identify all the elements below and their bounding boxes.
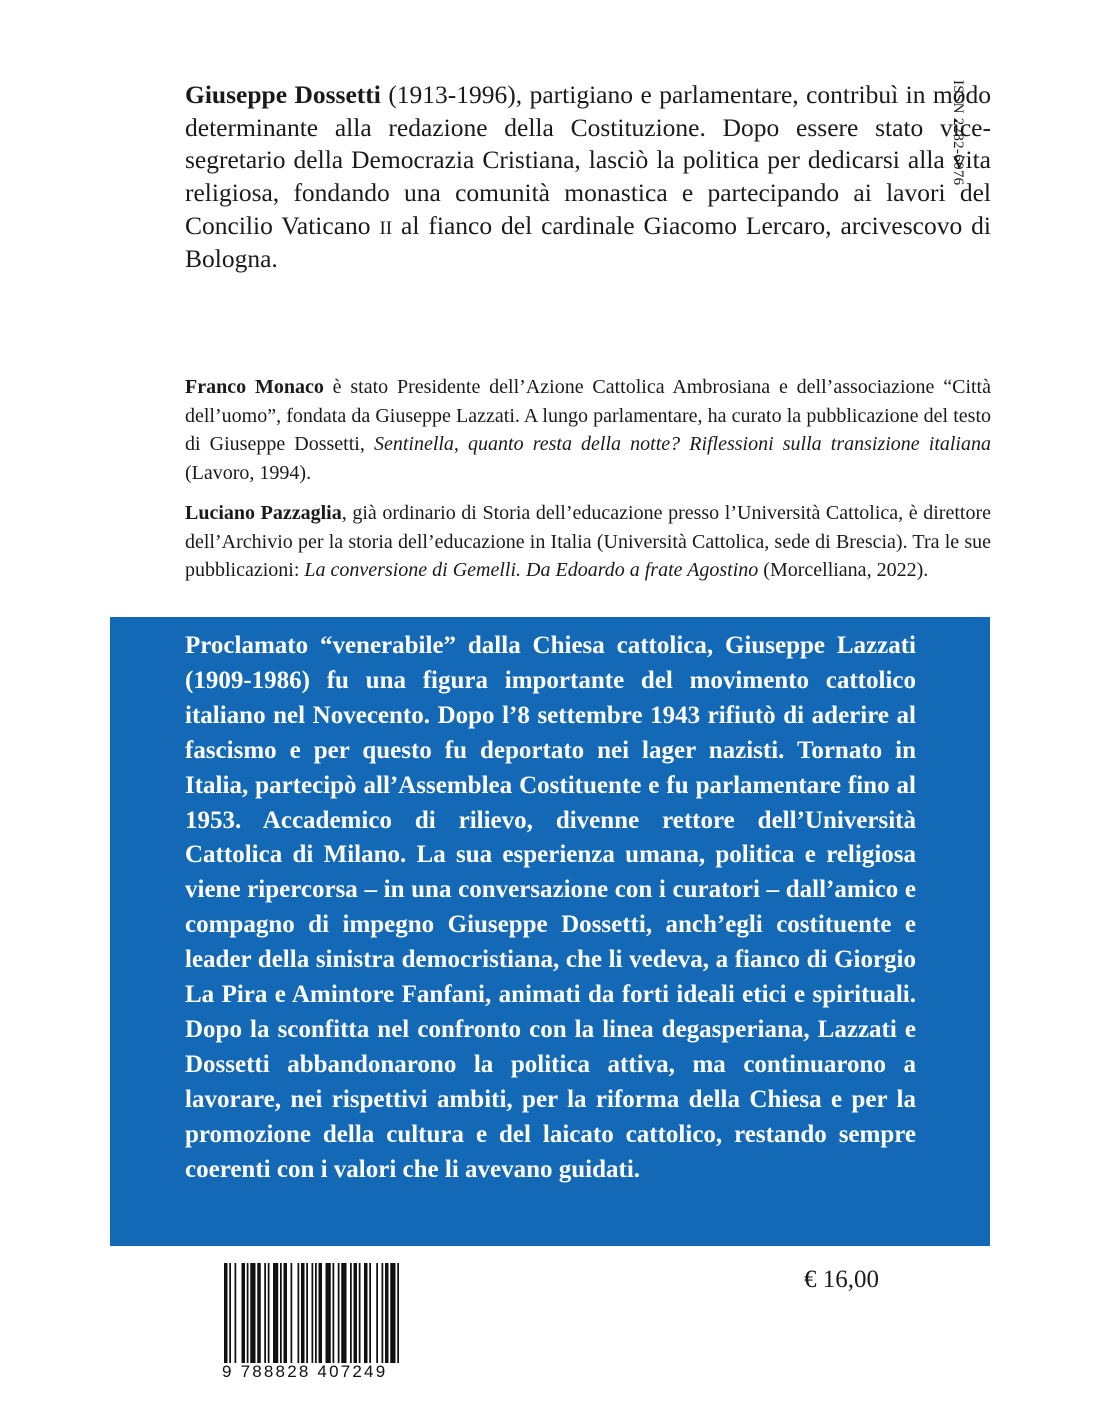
dossetti-text-b: al fianco del cardinale Giacomo Lercaro, arcivescovo di Bologna. [185,211,991,273]
barcode-bar [319,1263,323,1363]
blurb-text: Proclamato “venerabile” dalla Chiesa cattolica, Giuseppe Lazzati (1909-1986) fu una figura importante del movimento cattolico italiano nel Novecento. Dopo l’8 settembre 1943 rifiutò di aderire al fascismo e per questo fu deportato nei lager nazisti. Tornato in Italia, partecipò all’Assemblea Costituente e fu parlamentare fino al 1953. Accademico di rilievo, divenne rettore dell’Università Cattolica di Milano. La sua esperienza umana, politica e religiosa viene ripercorsa – in una conversazione con i curatori – dall’amico e compagno di impegno Giuseppe Dossetti, anch’egli costituente e leader della sinistra democristiana, che li vedeva, a fianco di Giorgio La Pira e Amintore Fanfani, animati da forti ideali etici e spirituali. Dopo la sconfitta nel confronto con la linea degasperiana, Lazzati e Dossetti abbandonarono la politica attiva, ma continuarono a lavorare, nei rispettivi ambiti, per la riforma della Chiesa e per la promozione della cultura e del laicato cattolico, restando sempre coerenti con i valori che li avevano guidati. [185,632,916,1183]
barcode-bar [250,1263,255,1363]
barcode-bar [312,1263,314,1363]
monaco-name: Franco Monaco [185,376,324,398]
dossetti-bio [185,79,991,275]
barcode-bar [235,1263,237,1363]
barcode-bar [315,1263,317,1363]
barcode-bar [369,1263,371,1363]
monaco-bio [185,373,991,487]
pazzaglia-text-b: (Morcelliana, 2022). [758,559,929,581]
barcode-bar [341,1263,346,1363]
dossetti-text-a: (1913-1996), partigiano e parlamentare, contribuì in modo determinante alla redazione della Costituzione. Dopo essere stato vice-segretario della Democrazia Cristiana, lasciò la politica per dedicarsi alla vita religiosa, fondando una comunità monastica e partecipando ai lavori del Concilio Vaticano [185,80,991,240]
pazzaglia-text-a: , già ordinario di Storia dell’educazione presso l’Università Cattolica, è direttore dell’Archivio per la storia dell’educazione in Italia (Università Cattolica, sede di Brescia). Tra le sue pubblicazioni: [185,502,991,581]
monaco-book-title: Sentinella, quanto resta della notte? Riflessioni sulla transizione italiana [373,433,991,455]
barcode-bar [273,1263,278,1363]
barcode-bar [385,1263,389,1363]
pazzaglia-name: Luciano Pazzaglia [185,502,342,524]
barcode-bar [264,1263,266,1363]
barcode-bar [247,1263,249,1363]
monaco-text-b: (Lavoro, 1994). [185,461,312,484]
barcode-bar [229,1263,231,1363]
barcode-bar [306,1263,308,1363]
monaco-text-a: è stato Presidente dell’Azione Cattolica Ambrosiana e dell’associazione “Città dell’uomo”, fondata da Giuseppe Lazzati. A lungo parlamentare, ha curato la pubblicazione del testo di Giuseppe Dossetti, [185,376,991,455]
pazzaglia-book-title: La conversione di Gemelli. Da Edoardo a frate Agostino [304,559,759,581]
barcode-bar [338,1263,340,1363]
barcode-number: 9 788828 407249 [222,1362,388,1381]
barcode-bar [257,1263,261,1363]
barcode-bar [291,1263,293,1363]
barcode-bar [284,1263,288,1363]
barcode [222,1263,400,1387]
pazzaglia-bio [185,499,991,585]
dossetti-roman-numeral: ii [379,210,393,240]
barcode-bar [382,1263,384,1363]
barcode-bar [390,1263,395,1363]
barcode-bars [222,1263,400,1363]
barcode-bar [364,1263,368,1363]
barcode-bar [280,1263,282,1363]
barcode-bar [359,1263,361,1363]
dossetti-name: Giuseppe Dossetti [185,80,381,109]
barcode-bar [350,1263,352,1363]
barcode-bar [224,1263,228,1363]
barcode-bar [354,1263,358,1363]
barcode-bar [376,1263,378,1363]
barcode-bar [242,1263,246,1363]
barcode-bar [298,1263,300,1363]
barcode-bar [301,1263,305,1363]
barcode-bar [397,1263,399,1363]
barcode-bar [268,1263,270,1363]
barcode-bar [333,1263,335,1363]
issn-label: ISSN 2282-6076 [950,80,966,186]
barcode-bar [326,1263,331,1363]
price: € 16,00 [804,1266,879,1293]
